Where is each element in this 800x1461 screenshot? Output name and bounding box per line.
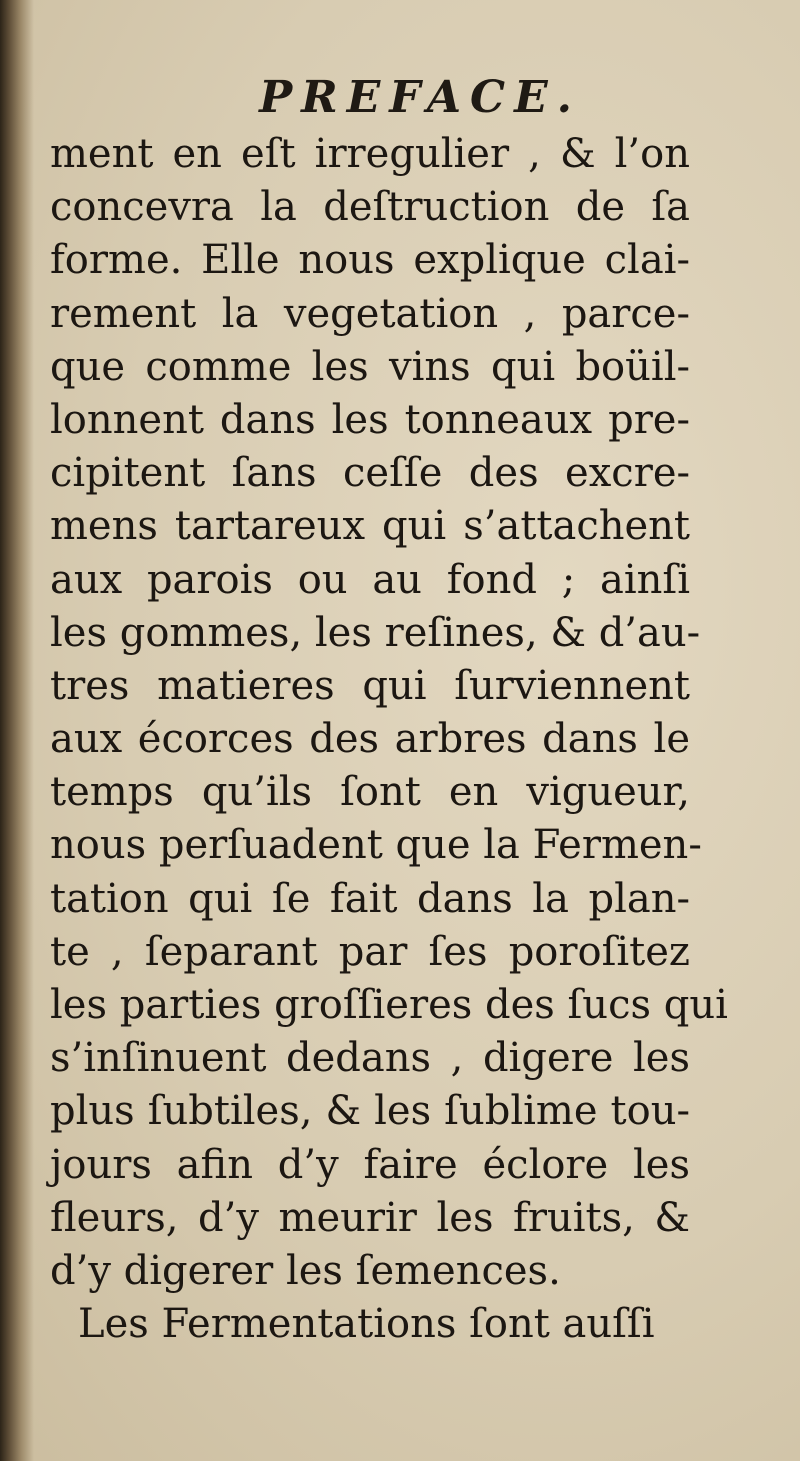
text-line: forme. Elle nous explique clai- [50,237,690,284]
text-line: aux écorces des arbres dans le [50,716,690,763]
text-line: les gommes, les reſines, & d’au- [50,609,701,656]
text-line: mens tartareux qui s’attachent [50,503,690,550]
text-line: ment en eſt irregulier , & l’on [50,131,690,177]
text-line: que comme les vins qui boüil- [50,343,690,390]
text-line: cipitent ſans ceſſe des excre- [50,450,690,497]
text-line: temps qu’ils ſont en vigueur, [50,769,690,816]
text-line: s’inſinuent dedans , digere les [50,1035,690,1082]
paragraph-end-line: d’y digerer les ſemences. [50,1247,561,1294]
running-head: PREFACE. [259,72,581,123]
text-line: fleurs, d’y meurir les fruits, & [50,1194,690,1241]
paragraph-start-line: Les Fermentations ſont auſſi [78,1301,655,1348]
text-line: tation qui ſe fait dans la plan- [50,875,690,922]
text-line: jours afin d’y faire éclore les [50,1141,690,1188]
text-line: rement la vegetation , parce- [50,290,690,337]
text-line: nous perſuadent que la Fermen- [50,822,702,869]
text-line: plus ſubtiles, & les ſublime tou- [50,1088,690,1135]
text-line: aux parois ou au fond ; ainſi [50,556,690,603]
text-line: lonnent dans les tonneaux pre- [50,396,690,443]
text-line: les parties groſſieres des ſucs qui [50,982,728,1028]
text-line: tres matieres qui ſurviennent [50,662,690,709]
text-line: concevra la deſtruction de ſa [50,184,690,231]
book-spine-shadow [0,0,34,1461]
text-line: te , ſeparant par ſes poroſitez [50,928,690,975]
body-text [50,128,728,1351]
